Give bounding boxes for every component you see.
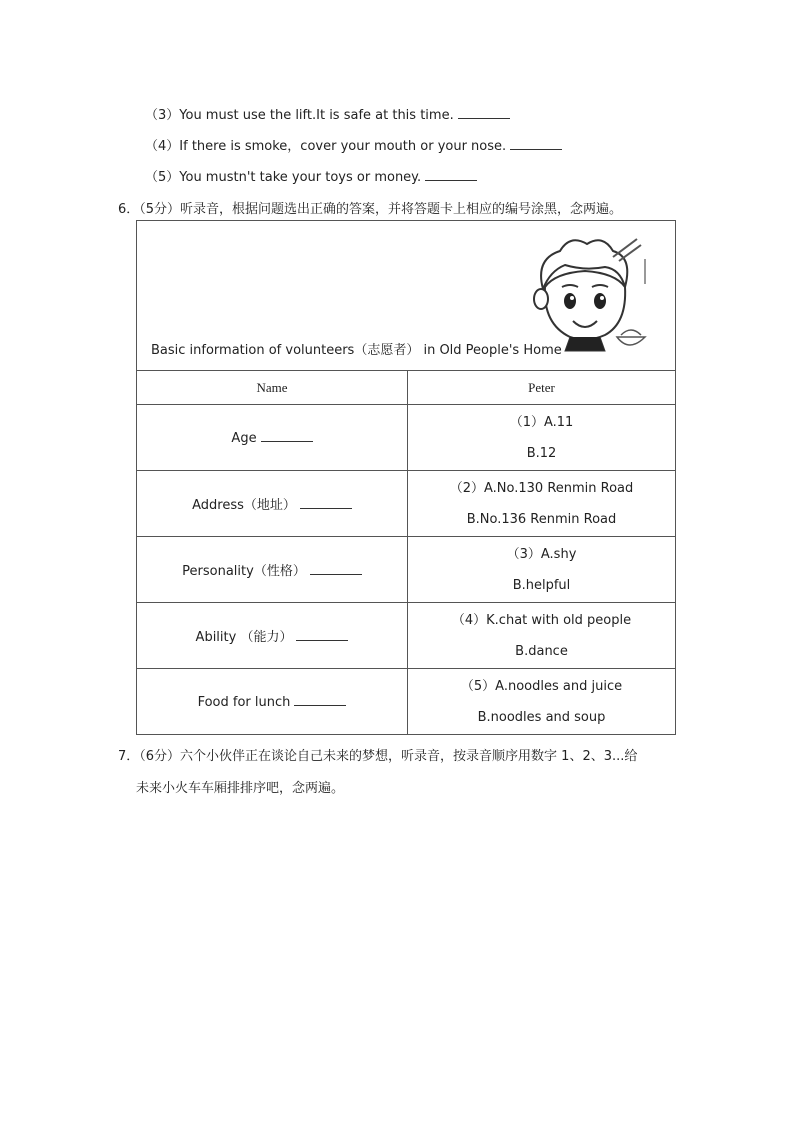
row-label-cell (137, 471, 408, 537)
question-7-line-2: 未来小火车车厢排排序吧，念两遍。 (136, 781, 345, 796)
row-label-cell (137, 405, 408, 471)
option-a: （4）K.chat with old people (451, 612, 632, 628)
answer-blank[interactable] (310, 563, 362, 575)
row-label-cell (137, 537, 408, 603)
table-row (137, 405, 676, 471)
row-options (408, 603, 676, 669)
row-options (408, 405, 676, 471)
option-b: B.No.136 Renmin Road (466, 511, 617, 527)
row-label: Personality（性格） (182, 564, 306, 579)
item-3 (145, 104, 510, 123)
option-b: B.helpful (512, 577, 571, 593)
table-caption: Basic information of volunteers（志愿者） in Old People's Home (151, 343, 562, 358)
item-5 (145, 166, 477, 185)
option-b: B.12 (526, 445, 557, 461)
row-label: Address（地址） (192, 498, 296, 513)
table-row (137, 603, 676, 669)
item-4-text: （4）If there is smoke，cover your mouth or your nose. (145, 139, 507, 154)
header-name: Name (137, 371, 408, 405)
row-options (408, 669, 676, 735)
answer-blank[interactable] (300, 497, 352, 509)
row-label: Ability （能力） (195, 630, 293, 645)
answer-blank[interactable] (510, 138, 562, 150)
row-label: Food for lunch (197, 694, 291, 710)
answer-blank[interactable] (261, 430, 313, 442)
boy-illustration (525, 229, 655, 364)
row-options (408, 537, 676, 603)
item-5-text: （5）You mustn't take your toys or money. (145, 170, 422, 185)
table-row (137, 471, 676, 537)
answer-blank[interactable] (425, 169, 477, 181)
row-label-cell (137, 669, 408, 735)
table-caption-cell (137, 221, 676, 371)
option-a: （5）A.noodles and juice (460, 678, 623, 694)
option-b: B.dance (515, 643, 568, 659)
option-a: （2）A.No.130 Renmin Road (449, 480, 634, 496)
item-3-text: （3）You must use the lift.It is safe at this time. (145, 108, 454, 123)
table-row (137, 669, 676, 735)
answer-blank[interactable] (294, 694, 346, 706)
table-row (137, 537, 676, 603)
question-7-line-1: 7．（6分）六个小伙伴正在谈论自己未来的梦想，听录音，按录音顺序用数字 1、2、3...给 (118, 749, 638, 764)
header-peter: Peter (408, 371, 676, 405)
option-a: （3）A.shy (506, 546, 577, 562)
item-4 (145, 135, 562, 154)
answer-blank[interactable] (458, 107, 510, 119)
row-label: Age (231, 430, 257, 446)
option-b: B.noodles and soup (477, 709, 606, 725)
row-options (408, 471, 676, 537)
question-6-title: 6．（5分）听录音，根据问题选出正确的答案，并将答题卡上相应的编号涂黑，念两遍。 (118, 202, 623, 217)
option-a: （1）A.11 (509, 414, 574, 430)
volunteer-info-table (136, 220, 676, 735)
answer-blank[interactable] (296, 629, 348, 641)
row-label-cell (137, 603, 408, 669)
